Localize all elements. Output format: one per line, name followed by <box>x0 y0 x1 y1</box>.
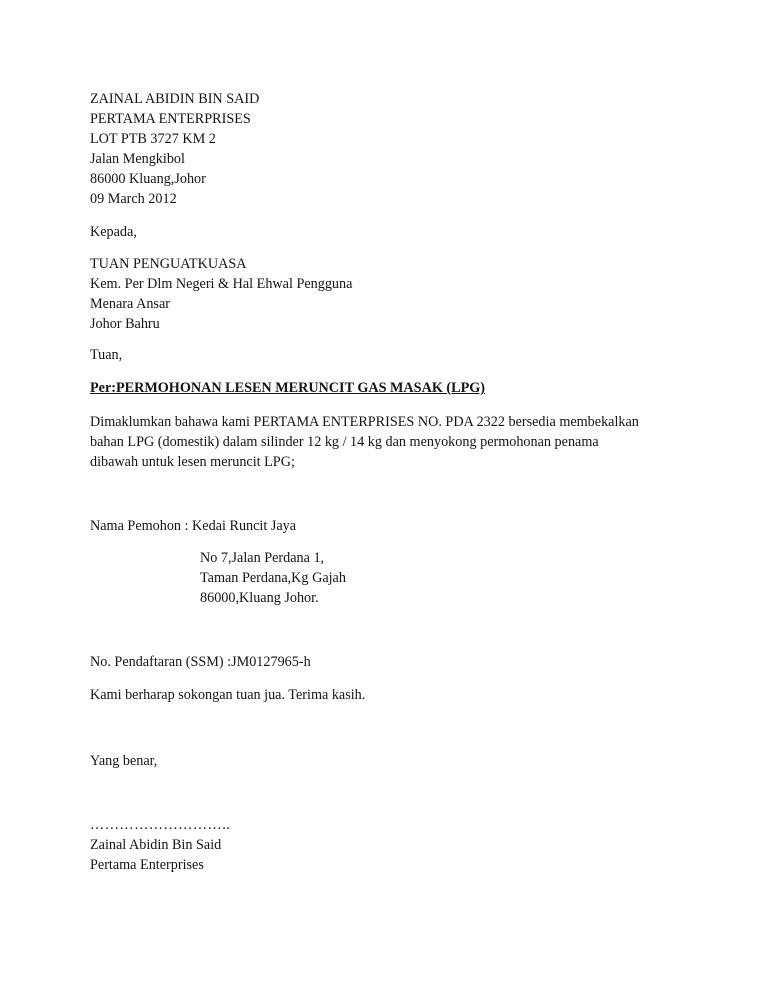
body-line2: bahan LPG (domestik) dalam silinder 12 kg / 14 kg dan menyokong permohonan penama <box>90 434 599 450</box>
applicant-address-line3: 86000,Kluang Johor. <box>200 590 319 606</box>
closing-request: Kami berharap sokongan tuan jua. Terima kasih. <box>90 687 366 703</box>
signatory-name: Zainal Abidin Bin Said <box>90 837 222 853</box>
sender-address-line2: Jalan Mengkibol <box>90 151 185 167</box>
recipient-city: Johor Bahru <box>90 316 160 332</box>
subject-line: Per:PERMOHONAN LESEN MERUNCIT GAS MASAK (LPG) <box>90 380 486 396</box>
recipient-building: Menara Ansar <box>90 296 170 312</box>
sender-name: ZAINAL ABIDIN BIN SAID <box>90 91 260 107</box>
closing-phrase: Yang benar, <box>90 753 158 769</box>
registration-number: No. Pendaftaran (SSM) :JM0127965-h <box>90 654 311 670</box>
sender-address-line1: LOT PTB 3727 KM 2 <box>90 131 216 147</box>
sender-company: PERTAMA ENTERPRISES <box>90 111 251 127</box>
body-line3: dibawah untuk lesen meruncit LPG; <box>90 454 295 470</box>
letter-date: 09 March 2012 <box>90 191 177 207</box>
salutation: Tuan, <box>90 347 123 363</box>
sender-address-line3: 86000 Kluang,Johor <box>90 171 206 187</box>
recipient-department: Kem. Per Dlm Negeri & Hal Ehwal Pengguna <box>90 276 353 292</box>
signature-block <box>90 815 230 875</box>
body-line1: Dimaklumkan bahawa kami PERTAMA ENTERPRISES NO. PDA 2322 bersedia membekalkan <box>90 414 639 430</box>
signatory-company: Pertama Enterprises <box>90 857 204 873</box>
kepada-label: Kepada, <box>90 224 137 240</box>
recipient-address-block <box>90 254 352 334</box>
applicant-address-line2: Taman Perdana,Kg Gajah <box>200 570 346 586</box>
applicant-name-line: Nama Pemohon : Kedai Runcit Jaya <box>90 518 297 534</box>
recipient-title: TUAN PENGUATKUASA <box>90 256 247 272</box>
body-paragraph <box>90 412 639 472</box>
signature-dots: ……………………….. <box>90 817 231 833</box>
sender-address-block <box>90 89 259 209</box>
applicant-address-line1: No 7,Jalan Perdana 1, <box>200 550 325 566</box>
applicant-address-block <box>200 548 346 608</box>
